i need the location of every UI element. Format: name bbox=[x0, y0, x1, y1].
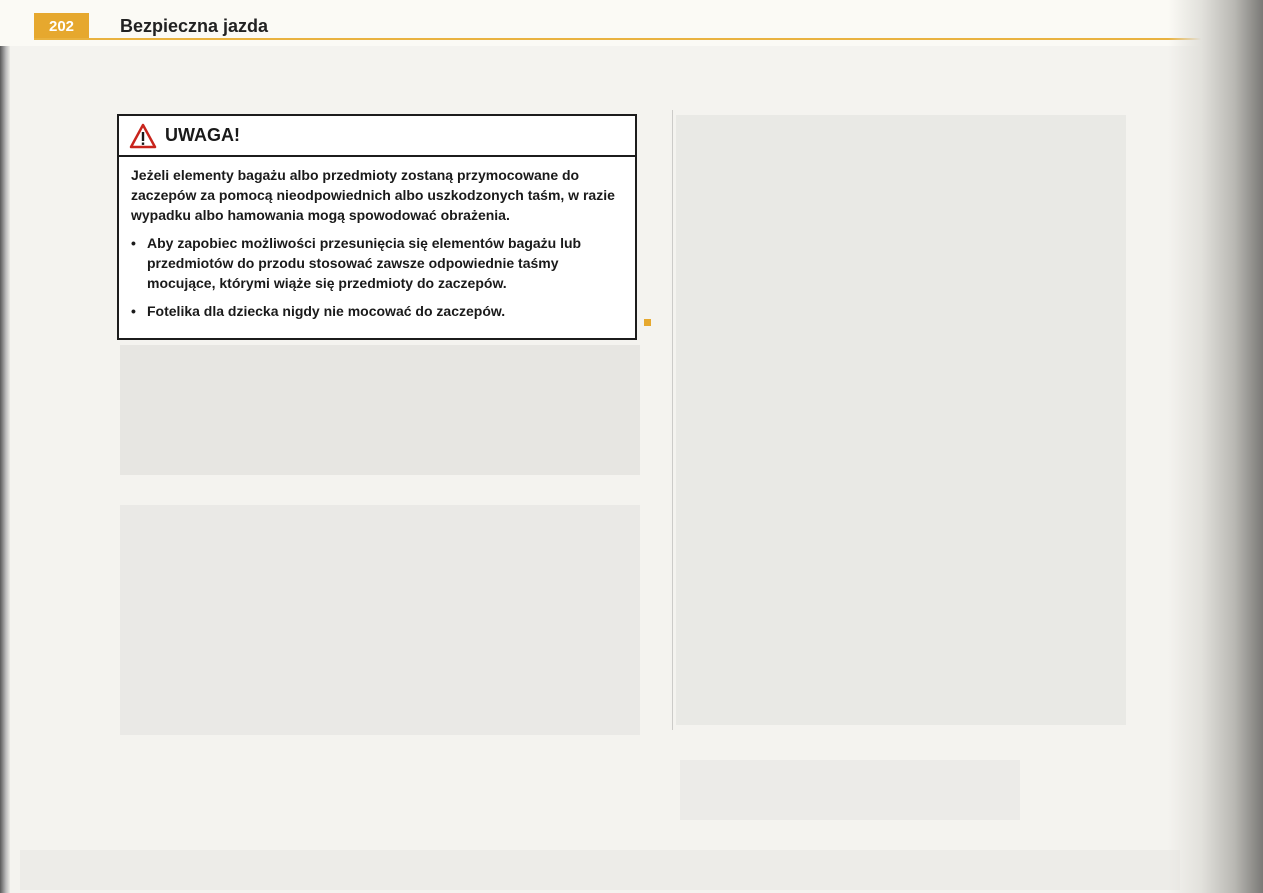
warning-bullet bbox=[131, 301, 623, 321]
page-number: 202 bbox=[34, 13, 89, 40]
page-title: Bezpieczna jazda bbox=[120, 16, 269, 36]
bleed-through-right bbox=[676, 115, 1126, 725]
header-divider bbox=[34, 38, 1204, 40]
page-header bbox=[0, 0, 1263, 46]
scan-right-edge bbox=[1168, 0, 1263, 893]
warning-bullet-text: Aby zapobiec możliwości przesunięcia się elementów bagażu lub przedmiotów do przodu stosować zawsze odpowiednie taśmy mocujące, którymi wiąże się przedmioty do zaczepów. bbox=[147, 235, 582, 291]
warning-bullet bbox=[131, 233, 623, 293]
bullet-dot-icon: • bbox=[131, 235, 136, 251]
bleed-through-bottom bbox=[680, 760, 1020, 820]
bleed-through-left-lower bbox=[120, 505, 640, 735]
warning-header bbox=[119, 116, 635, 157]
bleed-through-footer bbox=[20, 850, 1180, 890]
warning-triangle-icon bbox=[129, 123, 157, 149]
warning-title: UWAGA! bbox=[165, 125, 240, 145]
bullet-dot-icon: • bbox=[131, 303, 136, 319]
warning-body bbox=[119, 157, 635, 321]
bleed-through-left bbox=[120, 345, 640, 475]
warning-intro: Jeżeli elementy bagażu albo przedmioty zostaną przymocowane do zaczepów za pomocą nieodpowiednich albo uszkodzonych taśm, w razie wypadku albo hamowania mogą spowodować obrażenia. bbox=[131, 167, 615, 223]
section-end-marker bbox=[644, 319, 651, 326]
column-gutter bbox=[672, 110, 673, 730]
scan-left-edge bbox=[0, 0, 10, 893]
warning-bullet-text: Fotelika dla dziecka nigdy nie mocować do zaczepów. bbox=[147, 303, 506, 319]
warning-box bbox=[117, 114, 637, 340]
